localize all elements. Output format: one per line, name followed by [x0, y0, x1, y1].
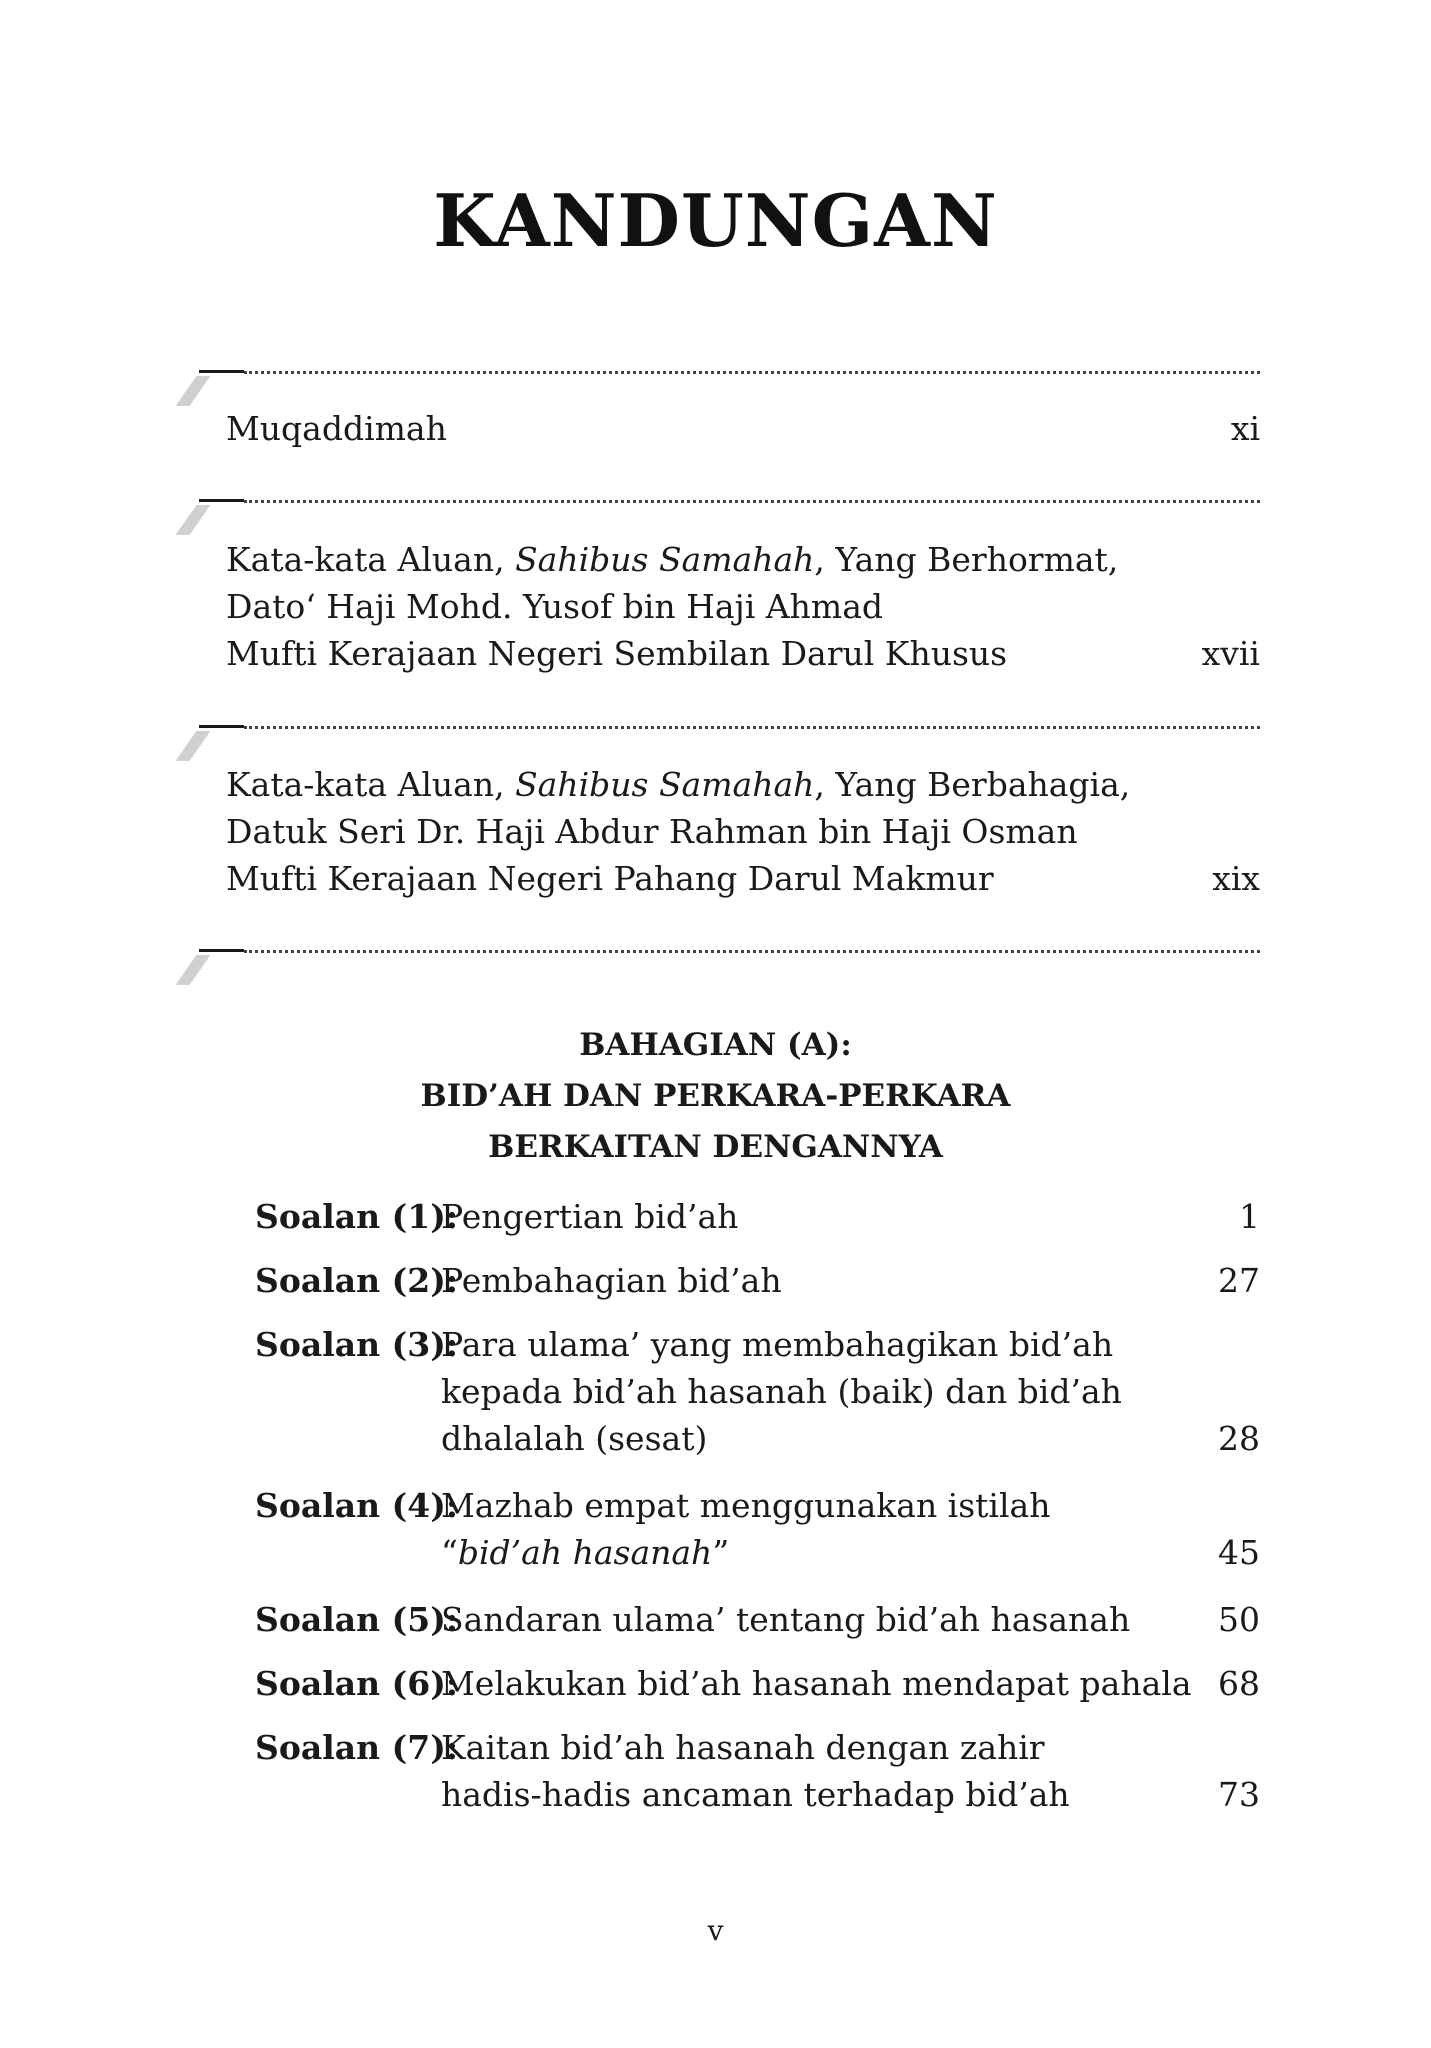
separator: [178, 946, 1260, 986]
question-text: Sandaran ulama’ tentang bid’ah hasanah: [441, 1600, 1131, 1639]
page-number: v: [707, 1914, 724, 1947]
question-page-number: 45: [1218, 1533, 1260, 1572]
entry-title: Muqaddimah: [226, 409, 447, 448]
toc-question-6[interactable]: [255, 1660, 1260, 1707]
entry-line: Datuk Seri Dr. Haji Abdur Rahman bin Haji Osman: [226, 812, 1078, 851]
question-text: Mazhab empat menggunakan istilah “bid’ah hasanah”: [441, 1486, 1051, 1572]
toc-entry-aluan-2[interactable]: [226, 761, 1260, 902]
toc-question-1[interactable]: [255, 1193, 1260, 1240]
question-text: Melakukan bid’ah hasanah mendapat pahala: [441, 1664, 1192, 1703]
entry-line: Mufti Kerajaan Negeri Pahang Darul Makmur: [226, 859, 994, 898]
question-label: Soalan (1):: [255, 1197, 458, 1236]
question-label: Soalan (7):: [255, 1728, 458, 1767]
question-page-number: 50: [1218, 1600, 1260, 1639]
part-heading-line: BID’AH DAN PERKARA-PERKARA: [420, 1078, 1011, 1114]
toc-entry-aluan-1[interactable]: [226, 536, 1260, 677]
part-heading-line: BERKAITAN DENGANNYA: [488, 1129, 943, 1165]
entry-page-number: xi: [1230, 409, 1260, 448]
entry-page-number: xix: [1212, 859, 1260, 898]
toc-question-2[interactable]: [255, 1257, 1260, 1304]
part-heading: [0, 1020, 1431, 1173]
entry-line: Kata-kata Aluan, Sahibus Samahah, Yang Berhormat,: [226, 540, 1119, 579]
question-page-number: 28: [1218, 1419, 1260, 1458]
part-heading-line: BAHAGIAN (A):: [579, 1027, 852, 1063]
separator: [178, 367, 1260, 407]
toc-question-3[interactable]: [255, 1321, 1260, 1462]
separator: [178, 496, 1260, 536]
question-text: Para ulama’ yang membahagikan bid’ah kepada bid’ah hasanah (baik) dan bid’ah dhalalah (sesat): [441, 1325, 1122, 1458]
entry-line: Kata-kata Aluan, Sahibus Samahah, Yang Berbahagia,: [226, 765, 1131, 804]
question-text: Kaitan bid’ah hasanah dengan zahir hadis-hadis ancaman terhadap bid’ah: [441, 1728, 1070, 1814]
question-label: Soalan (2):: [255, 1261, 458, 1300]
question-label: Soalan (4):: [255, 1486, 458, 1525]
question-label: Soalan (5):: [255, 1600, 458, 1639]
question-page-number: 73: [1218, 1775, 1260, 1814]
entry-line: Mufti Kerajaan Negeri Sembilan Darul Khusus: [226, 634, 1008, 673]
question-text: Pembahagian bid’ah: [441, 1261, 782, 1300]
separator: [178, 722, 1260, 762]
question-page-number: 68: [1218, 1664, 1260, 1703]
page-title: KANDUNGAN: [433, 178, 998, 263]
entry-line: Dato‘ Haji Mohd. Yusof bin Haji Ahmad: [226, 587, 883, 626]
toc-question-4[interactable]: [255, 1482, 1260, 1576]
toc-question-5[interactable]: [255, 1596, 1260, 1643]
question-label: Soalan (6):: [255, 1664, 458, 1703]
entry-page-number: xvii: [1201, 634, 1260, 673]
toc-entry-muqaddimah[interactable]: [226, 405, 1260, 452]
question-page-number: 1: [1239, 1197, 1260, 1236]
question-page-number: 27: [1218, 1261, 1260, 1300]
toc-question-7[interactable]: [255, 1724, 1260, 1818]
question-text: Pengertian bid’ah: [441, 1197, 739, 1236]
question-label: Soalan (3):: [255, 1325, 458, 1364]
